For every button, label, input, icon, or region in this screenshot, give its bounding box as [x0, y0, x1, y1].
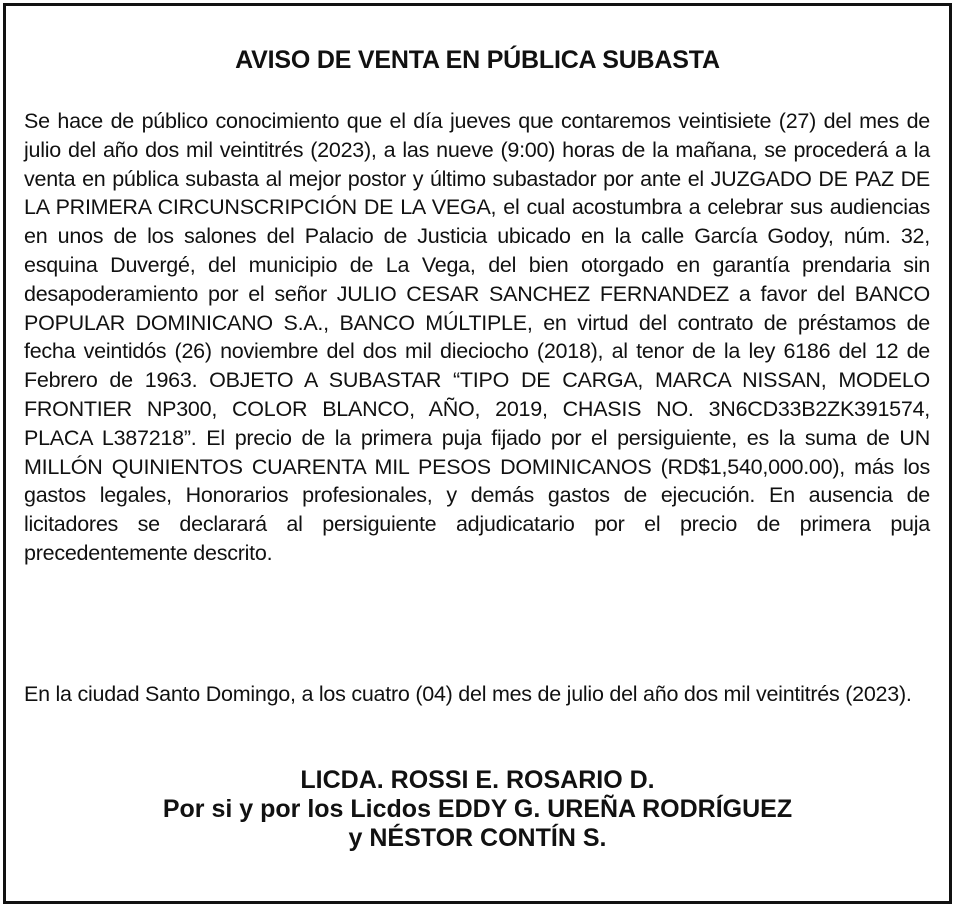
notice-title: AVISO DE VENTA EN PÚBLICA SUBASTA: [235, 46, 720, 74]
signature-block: [6, 766, 949, 853]
signature-line-3: y NÉSTOR CONTÍN S.: [348, 824, 607, 852]
notice-body-paragraph: Se hace de público conocimiento que el día jueves que contaremos veintisiete (27) del mes de julio del año dos mil veintitrés (2023), a las nueve (9:00) horas de la mañana, se procederá a la venta en pública subasta al mejor postor y último subastador por ante el JUZGADO DE PAZ DE LA PRIMERA CIRCUNSCRIPCIÓN DE LA VEGA, el cual acostumbra a celebrar sus audiencias en unos de los salones del Palacio de Justicia ubicado en la calle García Godoy, núm. 32, esquina Duvergé, del municipio de La Vega, del bien otorgado en garantía prendaria sin desapoderamiento por el señor JULIO CESAR SANCHEZ FERNANDEZ a favor del BANCO POPULAR DOMINICANO S.A., BANCO MÚLTIPLE, en virtud del contrato de préstamos de fecha veintidós (26) noviembre del dos mil dieciocho (2018), al tenor de la ley 6186 del 12 de Febrero de 1963. OBJETO A SUBASTAR “TIPO DE CARGA, MARCA NISSAN, MODELO FRONTIER NP300, COLOR BLANCO, AÑO, 2019, CHASIS NO. 3N6CD33B2ZK391574, PLACA L387218”. El precio de la primera puja fijado por el persiguiente, es la suma de UN MILLÓN QUINIENTOS CUARENTA MIL PESOS DOMINICANOS (RD$1,540,000.00), más los gastos legales, Honorarios profesionales, y demás gastos de ejecución. En ausencia de licitadores se declarará al persiguiente adjudicatario por el precio de primera puja precedentemente descrito.: [24, 109, 930, 565]
notice-date-paragraph: En la ciudad Santo Domingo, a los cuatro (04) del mes de julio del año dos mil veintitrés (2023).: [24, 682, 912, 706]
signature-line-1: LICDA. ROSSI E. ROSARIO D.: [300, 766, 655, 794]
legal-notice-box: [3, 3, 952, 904]
signature-line-2: Por si y por los Licdos EDDY G. UREÑA RODRÍGUEZ: [162, 795, 793, 823]
